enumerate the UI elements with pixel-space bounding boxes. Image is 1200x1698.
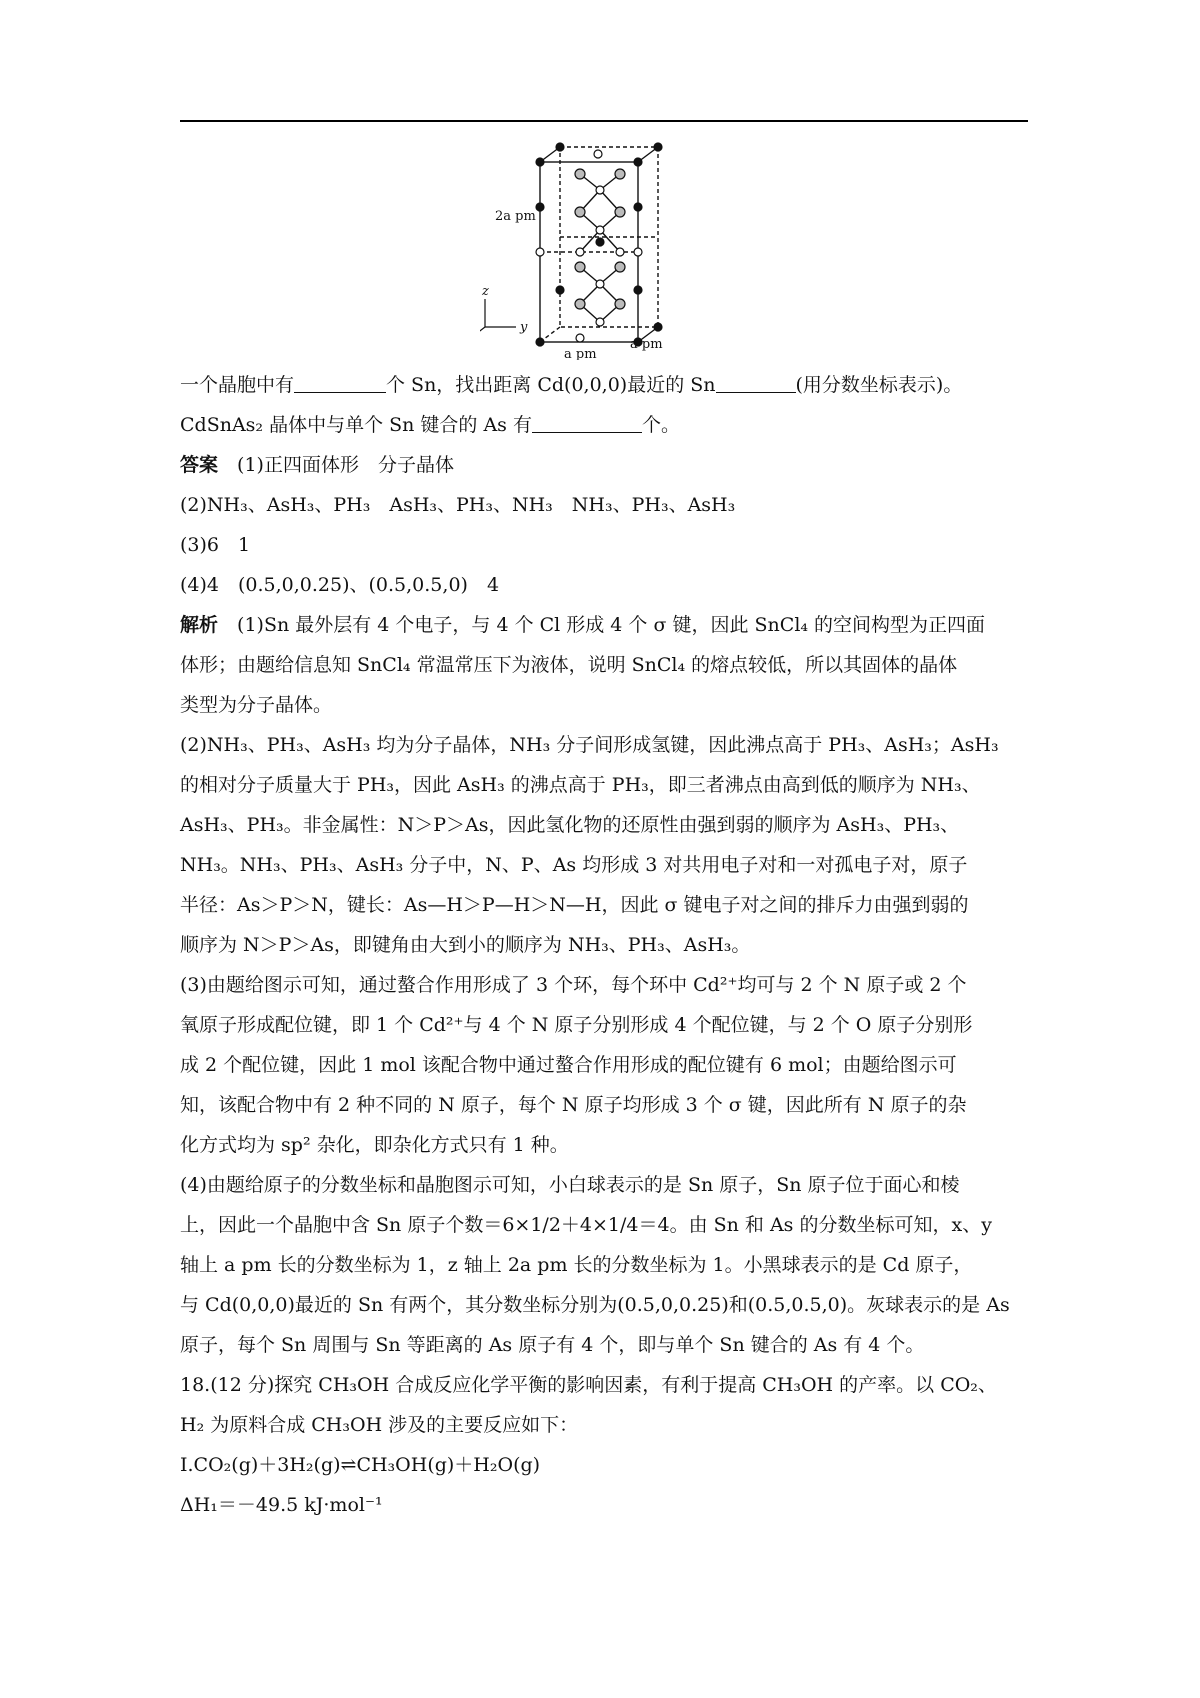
question-text: 个。 [641,414,680,436]
answer-blank[interactable] [716,374,796,393]
reaction-equation: Ⅰ.CO₂(g)＋3H₂(g)⇌CH₃OH(g)＋H₂O(g) [180,1454,541,1476]
analysis-line: 的相对分子质量大于 PH₃，因此 AsH₃ 的沸点高于 PH₃，即三者沸点由高到低的顺序为 NH₃、 [180,774,981,796]
question-text: (用分数坐标表示)。 [795,374,963,396]
analysis-line: NH₃。NH₃、PH₃、AsH₃ 分子中，N、P、As 均形成 3 对共用电子对和一对孤电子对，原子 [180,854,968,876]
answer-blank[interactable] [294,374,386,393]
analysis-text: (1)Sn 最外层有 4 个电子，与 4 个 Cl 形成 4 个 σ 键，因此 SnCl₄ 的空间构型为正四面 [237,614,986,636]
analysis-line: 体形；由题给信息知 SnCl₄ 常温常压下为液体，说明 SnCl₄ 的熔点较低，所以其固体的晶体 [180,654,958,676]
crystal-cell-figure [480,142,720,360]
question-18-line: 18.(12 分)探究 CH₃OH 合成反应化学平衡的影响因素，有利于提高 CH₃OH 的产率。以 CO₂、 [180,1374,997,1396]
answer-label: 答案 [180,454,219,476]
analysis-line: 与 Cd(0,0,0)最近的 Sn 有两个，其分数坐标分别为(0.5,0,0.25)和(0.5,0.5,0)。灰球表示的是 As [180,1294,1010,1316]
analysis-line: 半径：As＞P＞N，键长：As—H＞P—H＞N—H，因此 σ 键电子对之间的排斥力由强到弱的 [180,894,969,916]
question-text: CdSnAs₂ 晶体中与单个 Sn 键合的 As 有 [180,414,532,436]
axis-z-label: z [482,284,489,299]
analysis-line: 知，该配合物中有 2 种不同的 N 原子，每个 N 原子均形成 3 个 σ 键，因此所有 N 原子的杂 [180,1094,967,1116]
answer-line-4: (4)4 (0.5,0,0.25)、(0.5,0.5,0) 4 [180,574,500,596]
analysis-line: 类型为分子晶体。 [180,694,333,716]
answer-line-1 [180,452,1028,478]
analysis-line: (2)NH₃、PH₃、AsH₃ 均为分子晶体，NH₃ 分子间形成氢键，因此沸点高于 PH₃、AsH₃；AsH₃ [180,734,999,756]
question-text: 个 Sn，找出距离 Cd(0,0,0)最近的 Sn [386,374,716,396]
crystal-cell-diagram [480,142,720,360]
analysis-label: 解析 [180,614,219,636]
bottom-length-label: a pm [564,347,597,360]
answer-line-3: (3)6 1 [180,534,251,556]
analysis-line: 氧原子形成配位键，即 1 个 Cd²⁺与 4 个 N 原子分别形成 4 个配位键，与 2 个 O 原子分别形 [180,1014,973,1036]
question-line-2 [180,412,1028,438]
answer-line-2: (2)NH₃、AsH₃、PH₃ AsH₃、PH₃、NH₃ NH₃、PH₃、AsH₃ [180,494,736,516]
question-18-line: H₂ 为原料合成 CH₃OH 涉及的主要反应如下： [180,1414,579,1436]
analysis-line: 成 2 个配位键，因此 1 mol 该配合物中通过螯合作用形成的配位键有 6 mol；由题给图示可 [180,1054,957,1076]
header-rule [180,120,1028,122]
analysis-line: (4)由题给原子的分数坐标和晶胞图示可知，小白球表示的是 Sn 原子，Sn 原子位于面心和棱 [180,1174,960,1196]
answer-text: (1)正四面体形 分子晶体 [237,454,454,476]
analysis-line: 化方式均为 sp² 杂化，即杂化方式只有 1 种。 [180,1134,569,1156]
analysis-line: AsH₃、PH₃。非金属性：N＞P＞As，因此氢化物的还原性由强到弱的顺序为 AsH₃、PH₃、 [180,814,960,836]
answer-blank[interactable] [532,414,642,433]
axis-y-label: y [520,320,528,335]
question-line-1 [180,372,1028,398]
analysis-line [180,612,1028,638]
enthalpy-line: ΔH₁＝－49.5 kJ·mol⁻¹ [180,1494,383,1516]
side-length-label: a pm [630,337,663,352]
analysis-line: 顺序为 N＞P＞As，即键角由大到小的顺序为 NH₃、PH₃、AsH₃。 [180,934,751,956]
analysis-line: (3)由题给图示可知，通过螯合作用形成了 3 个环，每个环中 Cd²⁺均可与 2 个 N 原子或 2 个 [180,974,967,996]
analysis-line: 上，因此一个晶胞中含 Sn 原子个数＝6×1/2＋4×1/4＝4。由 Sn 和 As 的分数坐标可知，x、y [180,1214,992,1236]
analysis-line: 原子，每个 Sn 周围与 Sn 等距离的 As 原子有 4 个，即与单个 Sn 键合的 As 有 4 个。 [180,1334,925,1356]
question-text: 一个晶胞中有 [180,374,295,396]
height-label: 2a pm [495,209,536,224]
analysis-line: 轴上 a pm 长的分数坐标为 1，z 轴上 2a pm 长的分数坐标为 1。小黑球表示的是 Cd 原子， [180,1254,973,1276]
